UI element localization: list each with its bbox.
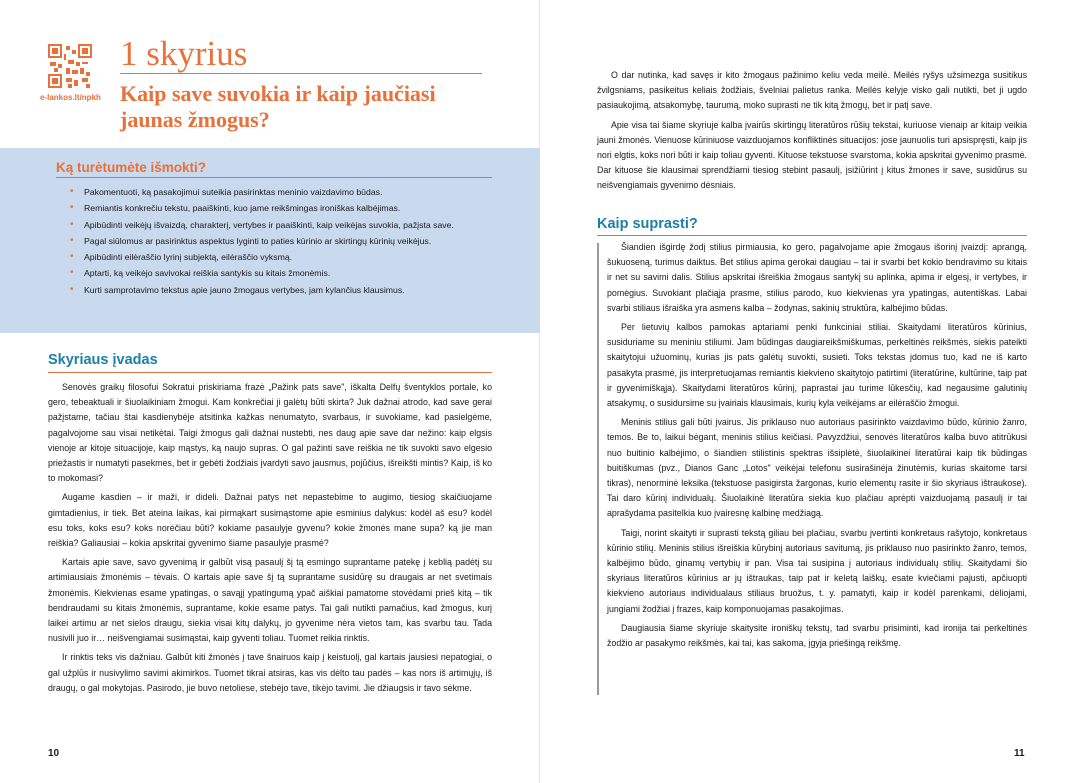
intro-paragraph: Kartais apie save, savo gyvenimą ir galbūt visą pasaulį šį tą esmingo suprantame patekę į keblią padėtį su artimiausiais žmonėmis – tėvais. O kartais apie save šį tą suprantame susidūrę su draugais ar net svetimais žmonėmis. Kiekvienas esame ypatingas, o savąjį ypatingumą ypač aiškiai pamatome stovėdami prieš kitą – tik bendraudami su kitais žmonėmis, suprantame, kokie esame patys. Tai gali nutikti pamačius, kad žmogus, kurį laikei artimu ar net sielos draugu, siekia visai kitų dalykų, jo gyvenime nėra vietos tam, kas svarbu tau. Tada nusivili juo ir… neišvengiamai susimąstai, kaip gyventi toliau. Tuomet reikia rinktis. [48,557,492,644]
goal-item: • Remiantis konkrečiu tekstu, paaiškinti, kuo jame reikšmingas ironiškas kalbėjimas. [70,202,490,215]
right-paragraph: O dar nutinka, kad savęs ir kito žmogaus pažinimo keliu veda meilė. Meilės ryšys užsimezga susitikus žvilgsniams, pasikeitus keliais žodžiais, švelniai palietus ranka. Meilės kelyje visko gali nutikti, bet ji ugdo pasiaukojimą, atsakomybę, taurumą, moko suprasti ne tik kitą žmogų, bet ir patį save. [597,70,1027,111]
right-paragraph: Apie visa tai šiame skyriuje kalba įvairūs skirtingų literatūros rūšių tekstai, kuriuose vienaip ar kitaip veikia jauni žmonės. Vienuose kūriniuose vaizduojamos konfliktinės situacijos: jose jaunuolis turi apsispręsti, kaip jis nori elgtis, koks nori būti ir kaip toliau gyventi. Kituose tekstuose svarstoma, kokia apskritai gyvenimo prasmė. Dar kituose šie klausimai sprendžiami tiesiog stebint pasaulį, įsižiūrint į kitus žmones ir save, susidūrus su neišvengiamais gyvenimo dėsniais. [597,119,1027,191]
page-number-left: 10 [48,748,60,759]
chapter-number: 1 skyrius [120,34,248,73]
understanding-paragraph [607,526,1027,617]
p4-text: Taigi, norint skaityti ir suprasti tekstą giliau bei plačiau, svarbu įvertinti konkretaus rašytojo, konkretaus kūrinio stilių. Meninis stilius išreiškia kūrybinį autoriaus savitumą, jis priklauso nuo pasirinkto žanro, temos, kalbėjimo būdo, ginamų vertybių ir pan. Visa tai susipina į autoriaus individualų stilių. Skaitydami šio skyriaus literatūros kūrinius ar jų ištraukas, taip pat ir keletą laiškų, esate kviečiami pajusti, apčiuopti kiekvieno autoriaus individualaus stiliaus bruožus, t. y. pamatyti, kaip ir kodėl parenkami, dėliojami, jungiami žodžiai į frazes, kaip komponuojamas pasakojimas. [607,527,1027,614]
chapter-title: Kaip save suvokia ir kaip jaučiasi jaunas žmogus? [120,81,436,132]
intro-paragraph: Senovės graikų filosofui Sokratui priskiriama frazė „Pažink pats save", iškalta Delfų šventyklos portale, ko gero, tebeaktuali ir šiuolaikiniam žmogui. Kam konkrečiai ji galėtų būti skirta? Juk dažnai atrodo, kad save gerai pažįstame, tačiau štai kasdienybėje atsitinka kažkas nenumatyto, svarbaus, ir suvokiame, kad pasielgėme, pagalvojome sau visai netikėtai. Taigi žmogus gali dažnai nustebti, nes daug apie save dar nežino: kaip elgsis vienoje ar kitoje situacijoje, kaip mąstys, ką naujo supras. O gal pažinti save reiškia ne tik suvokti savo elgesio priežastis ir numatyti pasekmes, bet ir gebėti žodžiais įvardyti savo jausmus, pojūčius, išreikšti mintis? Kaip, iš ko to mokomasi? [48,382,492,484]
understanding-paragraph [607,320,1027,411]
understanding-paragraph [607,415,1027,521]
p3-text: Meninis stilius gali būti įvairus. Jis priklauso nuo autoriaus pasirinkto vaizdavimo būdo, kūrinio žanro, temos. Be to, laikui bėgant, meninis stilius keičiasi. Pavyzdžiui, senovės literatūros kalba buvo atitrūkusi nuo buitinio kalbėjimo, o šiandien stilistinis spektras išsiplėtė, šiuolaikinei literatūrai kaip tik būdingas buitiškumas (pvz., Dianos Ganc „Lotos" veikėjai telefonu susirašinėja žinutėmis, kurias skaitome tarsi tikras), nenorminė leksika (tekstuose pasigirsta žargonas, kurio elementų rasite ir šio skyriaus ištraukose). Tai daro kūrinį individualų. Šiuolaikinė literatūra siekia kuo plačiau aprėpti vaizduojamą pasaulį ir tai aprašydama pasitelkia kuo įvairesnę kalbinę medžiagą. [607,417,1027,519]
right-intro-text [597,68,1027,198]
goal-item: • Apibūdinti eilėraščio lyrinį subjektą, eilėraščio vyksmą. [70,251,490,264]
chapter-divider [120,73,482,74]
qr-code-icon [48,44,92,88]
intro-divider [48,372,492,373]
p5-text: Daugiausia šiame skyriuje skaitysite ironiškų tekstų, tad svarbu prisiminti, kad ironija tai perkeltinės žodžio ar pasakymo reikšmės, kai tai, kas sakoma, įgyja priešingą reikšmę. [607,622,1027,649]
p2-text: Per lietuvių kalbos pamokas aptariami penki funkciniai stiliai. Skaitydami literatūros kūrinius, susiduriame su meniniu stiliumi. Jam būdingas daugiareikšmiškumas, perkeltinės reikšmės, siekis pateikti skaitytojui užuominų, kurias jis pats galėtų suvokti, susieti. Toks tekstas įdomus tuo, kad ne iš karto pasakyta prasmė, jis interpretuojamas remiantis kiekvieno skaitytojo patirtimi (literatūrine, kultūrine, taip pat ir gyvenimiškąja). Skaitydami literatūros kūrinį, paprastai jau turime lūkesčių, kad negausime galutinių atsakymų, o susidursime su įvairiais klausimais, kurių kyla veikėjams ar eilėraščio žmogui. [607,322,1027,409]
learning-goals-divider [56,177,492,178]
goal-item: • Kurti samprotavimo tekstus apie jauno žmogaus vertybes, jam kylančius klausimus. [70,284,490,297]
sidebar-accent-bar [597,243,599,695]
intro-text [48,380,492,700]
goal-item: • Aptarti, ką veikėjo savivokai reiškia santykis su kitais žmonėmis. [70,267,490,280]
intro-paragraph: Ir rinktis teks vis dažniau. Galbūt kiti žmonės į tave šnairuos kaip į keistuolį, gal kartais jausiesi nepatogiai, o gal užplūs ir nusivylimo savimi akimirkos. Tuomet tikrai atsiras, kas vis dėlto tau padės – kas nors iš artimųjų, iš draugų, o gal mokytojas. Pasirodo, jie buvo netoliese, stebėjo tave, tikėjo tavimi. Jie džiaugsis ir tavo sėkme. [48,652,492,693]
understanding-paragraph [607,240,1027,316]
goal-item: • Apibūdinti veikėjų išvaizdą, charakterį, vertybes ir paaiškinti, kaip veikėjas suvokia, pažįsta save. [70,219,490,232]
learning-goals-heading: Ką turėtumėte išmokti? [56,160,207,175]
goal-item: • Pagal siūlomus ar pasirinktus aspektus lyginti to paties kūrinio ar skirtingų kūrinių veikėjus. [70,235,490,248]
learning-goals-list [70,186,490,300]
intro-paragraph: Augame kasdien – ir maži, ir dideli. Dažnai patys net nepastebime to augimo, tiesiog skaičiuojame gimtadienius, ir tiek. Bet ateina laikas, kai pirmąkart susimąstome apie esminius dalykus: kodėl aš esu? kodėl esu toks, koks esu? koks norėčiau būti? kokiame pasaulyje gyvenu? kokie žmonės mane supa? ką jie man reiškia? Galiausiai – kokia apskritai gyvenimo šiame pasaulyje prasmė? [48,492,492,549]
goal-item: • Pakomentuoti, ką pasakojimui suteikia pasirinktas meninio vaizdavimo būdas. [70,186,490,199]
understanding-text [607,240,1027,655]
page-number-right: 11 [1014,748,1025,759]
intro-heading: Skyriaus įvadas [48,352,158,368]
understanding-heading: Kaip suprasti? [597,216,698,232]
understanding-divider [597,235,1027,236]
understanding-paragraph [607,621,1027,651]
p1-text: Šiandien išgirdę žodį stilius pirmiausia, ko gero, pagalvojame apie žmogaus išorinį įvaizdį: aprangą, šukuoseną, turimus daiktus. Bet stilius apima gerokai daugiau – tai ir svarbi bet kokio bendravimo su kitais ir net su savimi dalis. Stilius apskritai išreiškia žmogaus santykį su aplinka, apima ir elgesį, ir vertybes, ir pomėgius. Suvokiant plačiąja prasme, stilius parodo, kuo kiekvienas yra ypatingas, autentiškas. Labai svarbi stiliaus išraiška yra asmens kalba – žodynas, sakinių struktūra, kalbėjimo būdas. [607,242,1027,313]
qr-caption[interactable]: e-lankos.lt/npkh [40,93,101,102]
